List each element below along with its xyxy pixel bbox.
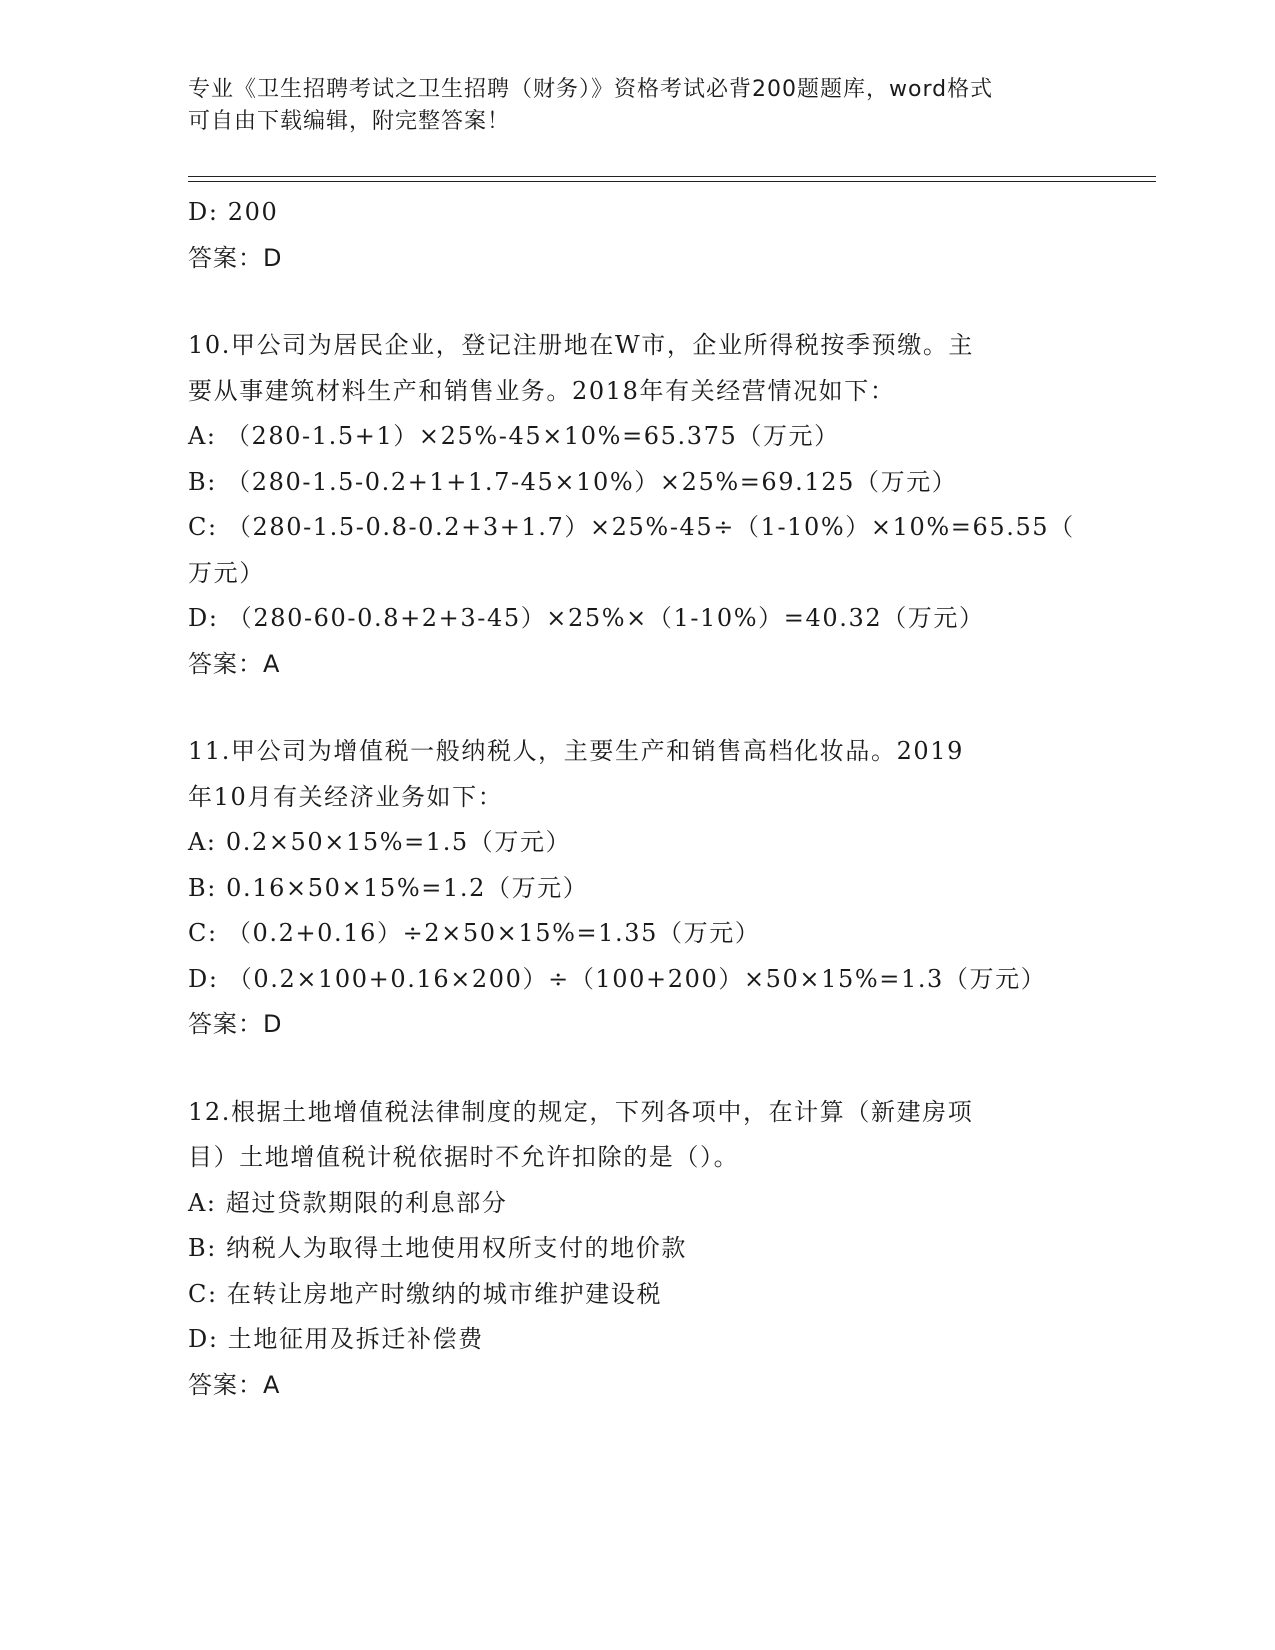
question-stem: 12.根据土地增值税法律制度的规定，下列各项中，在计算（新建房项 — [188, 1097, 974, 1126]
spacer — [188, 687, 1088, 729]
option-d: D: （280-60-0.8+2+3-45）×25%×（1-10%）=40.32（万元） — [188, 604, 985, 632]
option-d: D: 土地征用及拆迁补偿费 — [188, 1325, 484, 1353]
page-header — [188, 74, 1068, 138]
option-c: C: （0.2+0.16）÷2×50×15%=1.35（万元） — [188, 919, 761, 947]
option-b: B: 纳税人为取得土地使用权所支付的地价款 — [188, 1234, 687, 1262]
question-10 — [188, 323, 1088, 687]
header-title-line-2: 可自由下载编辑，附完整答案！ — [188, 109, 511, 134]
question-stem-continued: 目）土地增值税计税依据时不允许扣除的是（）。 — [188, 1143, 740, 1171]
question-11 — [188, 729, 1088, 1048]
question-stem: 11.甲公司为增值税一般纳税人，主要生产和销售高档化妆品。2019 — [188, 737, 965, 765]
question-12 — [188, 1090, 1088, 1409]
answer: 答案：D — [188, 243, 283, 272]
answer: 答案：D — [188, 1010, 283, 1038]
question-list — [188, 190, 1088, 1408]
option-b: B: （280-1.5-0.2+1+1.7-45×10%）×25%=69.125（万元） — [188, 467, 958, 496]
header-title-line-1: 专业《卫生招聘考试之卫生招聘（财务）》资格考试必背200题题库，word格式 — [188, 77, 994, 102]
option-d: D: 200 — [188, 198, 279, 226]
question-stem: 10.甲公司为居民企业，登记注册地在W市，企业所得税按季预缴。主 — [188, 331, 975, 359]
spacer — [188, 1048, 1088, 1090]
option-c: C: （280-1.5-0.8-0.2+3+1.7）×25%-45÷（1-10%）×10%=65.55（ — [188, 513, 1075, 541]
option-a: A: 0.2×50×15%=1.5（万元） — [188, 828, 572, 856]
option-c-continued: 万元） — [188, 558, 265, 587]
answer: 答案：A — [188, 1370, 281, 1399]
header-divider-bottom — [188, 181, 1156, 182]
header-divider-top — [188, 176, 1156, 177]
question-stem-continued: 要从事建筑材料生产和销售业务。2018年有关经营情况如下： — [188, 376, 896, 405]
question-stem-continued: 年10月有关经济业务如下： — [188, 782, 504, 811]
option-a: A: 超过贷款期限的利息部分 — [188, 1188, 508, 1217]
question-9-tail — [188, 190, 1088, 281]
answer: 答案：A — [188, 649, 281, 678]
spacer — [188, 281, 1088, 323]
option-a: A: （280-1.5+1）×25%-45×10%=65.375（万元） — [188, 422, 840, 450]
option-b: B: 0.16×50×15%=1.2（万元） — [188, 873, 589, 902]
option-d: D: （0.2×100+0.16×200）÷（100+200）×50×15%=1.3（万元） — [188, 964, 1047, 993]
option-c: C: 在转让房地产时缴纳的城市维护建设税 — [188, 1279, 663, 1308]
